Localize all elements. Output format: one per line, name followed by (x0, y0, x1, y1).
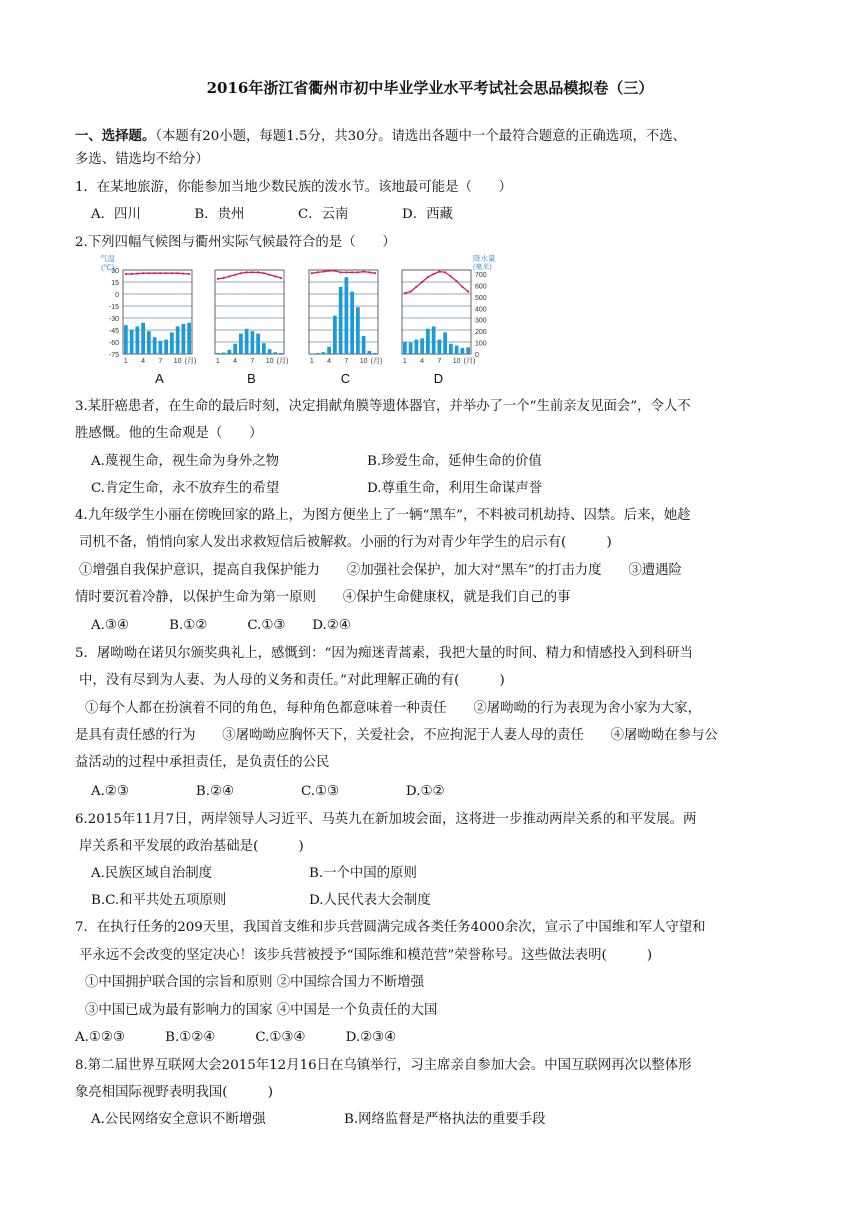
temp-tick-label: -75 (108, 352, 119, 359)
plot-frame (402, 270, 471, 354)
month-tick-label: 4 (141, 358, 146, 365)
temperature-point (182, 273, 184, 275)
temperature-point (246, 271, 248, 273)
temperature-line (126, 273, 189, 274)
climate-charts (92, 254, 502, 388)
temperature-point (374, 272, 376, 274)
precip-bar (409, 343, 413, 354)
temperature-point (357, 271, 359, 273)
month-tick-label: 1 (215, 358, 220, 365)
precip-bar (327, 347, 331, 354)
q5-options: A.②③ B.②④ C.①③ D.①② (91, 784, 445, 799)
q7-stem-line4: ③中国已成为最有影响力的国家 ④中国是一个负责任的大国 (85, 1003, 438, 1018)
precip-bar (136, 326, 140, 354)
temp-tick-label: -15 (108, 304, 119, 311)
temperature-point (188, 273, 190, 275)
month-tick-label: 1 (309, 358, 314, 365)
precip-bar (233, 344, 237, 354)
precip-bar (415, 340, 419, 354)
temp-tick-label: -30 (108, 316, 119, 323)
q4-stem-line3: ①增强自我保护意识，提高自我保护能力 ②加强社会保护，加大对“黑车”的打击力度 ③遭遇险 (79, 563, 682, 578)
q3-option-d: D.尊重生命，利用生命谋声誉 (367, 481, 543, 496)
q6-option-c: B.C.和平共处五项原则 (91, 893, 227, 908)
q4-stem-line1: 4.九年级学生小丽在傍晚回家的路上，为图方便坐上了一辆“黑车”，不料被司机劫持、囚禁。后来，她趁 (75, 508, 691, 523)
precip-bar (216, 353, 220, 354)
precip-bar (350, 292, 354, 354)
precip-tick-label: 400 (475, 306, 487, 314)
q3-stem-line2: 胜感慨。他的生命观是（ ） (75, 426, 263, 441)
precip-bar (164, 340, 168, 354)
precip-bar (449, 344, 453, 354)
q7-stem-line3: ①中国拥护联合国的宗旨和原则 ②中国综合国力不断增强 (85, 975, 425, 990)
precip-bar (461, 348, 465, 354)
temperature-point (317, 271, 319, 273)
precip-bar (403, 342, 407, 354)
precip-bar (187, 323, 191, 354)
temperature-point (368, 271, 370, 273)
month-tick-label: 10 (265, 358, 274, 365)
plot-frame (215, 270, 284, 354)
temperature-point (351, 271, 353, 273)
q3-stem-line1: 3.某肝癌患者，在生命的最后时刻，决定捐献角膜等遗体器官，并举办了一个“生前亲友见面会”，令人不 (75, 399, 691, 414)
q6-stem-line2: 岸关系和平发展的政治基础是( ) (79, 839, 304, 854)
month-tick-label: 10 (452, 358, 461, 365)
temperature-point (263, 272, 265, 274)
precip-tick-label: 100 (475, 340, 487, 348)
precip-bar (356, 307, 360, 354)
month-tick-label: 1 (402, 358, 407, 365)
precip-tick-label: 300 (475, 317, 487, 325)
plot-frame (309, 270, 378, 354)
temperature-line (405, 272, 468, 294)
month-tick-label: 10 (173, 358, 182, 365)
precip-bar (182, 324, 186, 354)
temperature-point (438, 271, 440, 273)
temp-tick-label: 15 (111, 280, 119, 287)
chart-label-C: C (340, 371, 351, 386)
temperature-point (328, 270, 330, 272)
temp-axis-title: 气温 (100, 254, 115, 263)
precip-bar (130, 330, 134, 354)
precip-bar (268, 349, 272, 354)
temperature-point (274, 275, 276, 277)
temperature-line (218, 272, 281, 278)
q5-stem-line1: 5．屠呦呦在诺贝尔颁奖典礼上，感慨到：“因为痴迷青蒿素，我把大量的时间、精力和情感投入到科研当 (75, 646, 693, 661)
chart-label-B: B (247, 371, 256, 386)
precip-bar (466, 347, 470, 354)
precip-bar (345, 277, 349, 354)
q7-stem-line1: 7．在执行任务的209天里，我国首支维和步兵营圆满完成各类任务4000余次，宣示了中国维和军人守望和 (75, 920, 706, 935)
chart-label-D: D (433, 371, 444, 386)
precip-bar (141, 323, 145, 354)
q8-option-a: A.公民网络安全意识不断增强 (91, 1112, 266, 1127)
month-unit-label: (月) (184, 358, 197, 365)
section1-instruction (75, 126, 686, 147)
temperature-point (154, 272, 156, 274)
page-title: 2016年浙江省衢州市初中毕业学业水平考试社会思品模拟卷（三） (206, 79, 654, 97)
q8-stem-line2: 象亮相国际视野表明我国( ) (75, 1085, 273, 1100)
q4-stem-line2: 司机不备，悄悄向家人发出求救短信后被解救。小丽的行为对青少年学生的启示有( ) (79, 535, 612, 550)
temperature-point (269, 274, 271, 276)
temperature-point (345, 271, 347, 273)
temperature-point (165, 272, 167, 274)
section1-heading: 一、选择题。 (75, 128, 156, 144)
precip-bar (159, 341, 163, 354)
temperature-point (410, 291, 412, 293)
q1-options: A．四川 B．贵州 C．云南 D．西藏 (91, 207, 453, 222)
precip-tick-label: 600 (475, 283, 487, 291)
section1-note-line2: 多选、错选均不给分） (75, 152, 209, 167)
temperature-point (311, 272, 313, 274)
temperature-point (461, 286, 463, 288)
temperature-point (223, 277, 225, 279)
temperature-point (228, 275, 230, 277)
q5-stem-line2: 中，没有尽到为人妻、为人母的义务和责任。”对此理解正确的有( ) (79, 673, 505, 688)
temperature-point (234, 274, 236, 276)
precip-tick-label: 200 (475, 329, 487, 337)
precip-bar (239, 334, 243, 354)
precip-bar (339, 287, 343, 354)
precip-bar (322, 352, 326, 354)
temperature-point (322, 271, 324, 273)
precip-bar (279, 353, 283, 354)
temperature-point (257, 271, 259, 273)
precip-bar (455, 346, 459, 354)
month-unit-label: (月) (276, 358, 289, 365)
section1-note-line1: （本题有20小题，每题1.5分，共30分。请选出各题中一个最符合题意的正确选项，不选、 (155, 129, 687, 144)
temperature-point (340, 271, 342, 273)
q5-stem-line4: 是具有责任感的行为 ③屠呦呦应胸怀天下，关爱社会，不应拘泥于人妻人母的责任 ④屠呦呦在参与公 (75, 728, 718, 743)
temperature-point (363, 271, 365, 273)
temp-tick-label: 0 (115, 292, 119, 299)
temperature-point (148, 272, 150, 274)
precip-bar (170, 332, 174, 354)
month-tick-label: 4 (327, 358, 332, 365)
temperature-point (280, 277, 282, 279)
temp-tick-label: -60 (108, 340, 119, 347)
temp-tick-label: -45 (108, 328, 119, 335)
temp-axis-unit: (℃) (101, 263, 115, 272)
temperature-point (415, 286, 417, 288)
temperature-point (427, 276, 429, 278)
q5-stem-line5: 益活动的过程中承担责任，是负责任的公民 (75, 755, 330, 770)
q8-stem-line1: 8.第二届世界互联网大会2015年12月16日在乌镇举行，习主席亲自参加大会。中国互联网再次以整体形 (75, 1058, 692, 1073)
q4-stem-line4: 情时要沉着冷静，以保护生命为第一原则 ④保护生命健康权，就是我们自己的事 (75, 590, 571, 605)
precip-axis-unit: (毫米) (473, 264, 492, 271)
q3-option-c: C.肯定生命，永不放弃生的希望 (91, 481, 280, 496)
q7-stem-line2: 平永远不会改变的坚定决心！该步兵营被授予“国际维和模范营”荣誉称号。这些做法表明( ) (79, 948, 653, 963)
temperature-point (421, 281, 423, 283)
q2-stem: 2.下列四幅气候图与衢州实际气候最符合的是（ ） (75, 235, 396, 250)
precip-bar (362, 336, 366, 354)
precip-bar (333, 316, 337, 354)
temperature-point (171, 272, 173, 274)
month-tick-label: 10 (359, 358, 368, 365)
temperature-point (450, 275, 452, 277)
q6-option-d: D.人民代表大会制度 (309, 893, 431, 908)
precip-bar (368, 351, 372, 354)
precip-bar (256, 334, 260, 354)
precip-bar (420, 338, 424, 354)
temperature-point (217, 278, 219, 280)
temp-tick-label: 30 (111, 268, 119, 275)
q4-options: A.③④ B.①② C.①③ D.②④ (91, 618, 351, 633)
precip-bar (262, 343, 266, 354)
precip-bar (316, 353, 320, 354)
q6-option-b: B.一个中国的原则 (309, 866, 417, 881)
month-tick-label: 1 (123, 358, 128, 365)
month-tick-label: 7 (437, 358, 442, 365)
precip-bar (147, 331, 151, 354)
precip-bar (426, 329, 430, 354)
precip-tick-label: 500 (475, 294, 487, 302)
month-tick-label: 7 (158, 358, 163, 365)
temperature-point (433, 273, 435, 275)
precip-tick-label: 0 (475, 352, 479, 359)
precip-bar (443, 332, 447, 354)
q7-options: A.①②③ B.①②④ C.①③④ D.②③④ (75, 1030, 397, 1045)
month-tick-label: 4 (420, 358, 425, 365)
precip-bar (124, 325, 128, 354)
precip-bar (438, 340, 442, 354)
temperature-point (240, 272, 242, 274)
temperature-point (404, 292, 406, 294)
precip-bar (251, 331, 255, 354)
temperature-point (142, 272, 144, 274)
precip-bar (432, 326, 436, 354)
precip-bar (153, 337, 157, 354)
temperature-point (131, 273, 133, 275)
temperature-point (136, 273, 138, 275)
q5-stem-line3: ①每个人都在扮演着不同的角色，每种角色都意味着一种责任 ②屠呦呦的行为表现为舍小家为大家， (85, 701, 701, 716)
precip-bar (245, 329, 249, 354)
precip-bar (274, 352, 278, 354)
temperature-point (334, 270, 336, 272)
q8-option-b: B.网络监督是严格执法的重要手段 (344, 1112, 546, 1127)
precip-tick-label: 700 (475, 272, 487, 279)
temperature-point (444, 271, 446, 273)
q3-option-b: B.珍爱生命，延伸生命的价值 (367, 454, 542, 469)
precip-bar (310, 353, 314, 354)
precip-bar (222, 353, 226, 354)
month-unit-label: (月) (463, 358, 476, 365)
temperature-point (125, 273, 127, 275)
temperature-point (456, 280, 458, 282)
temperature-point (251, 271, 253, 273)
precip-bar (373, 353, 377, 354)
q6-stem-line1: 6.2015年11月7日，两岸领导人习近平、马英九在新加坡会面，这将进一步推动两岸关系的和平发展。两 (75, 812, 697, 827)
temperature-line (312, 271, 375, 273)
precip-bar (176, 326, 180, 354)
chart-label-A: A (155, 371, 164, 386)
month-tick-label: 7 (250, 358, 255, 365)
q3-option-a: A.蔑视生命，视生命为身外之物 (91, 454, 280, 469)
precip-bar (228, 350, 232, 354)
month-tick-label: 7 (344, 358, 349, 365)
q6-option-a: A.民族区域自治制度 (91, 866, 213, 881)
temperature-point (467, 291, 469, 293)
month-unit-label: (月) (370, 358, 383, 365)
month-tick-label: 4 (233, 358, 238, 365)
temperature-point (159, 272, 161, 274)
precip-axis-title: 降水量 (473, 254, 496, 263)
q1-stem: 1．在某地旅游，你能参加当地少数民族的泼水节。该地最可能是（ ） (75, 180, 513, 195)
temperature-point (177, 272, 179, 274)
